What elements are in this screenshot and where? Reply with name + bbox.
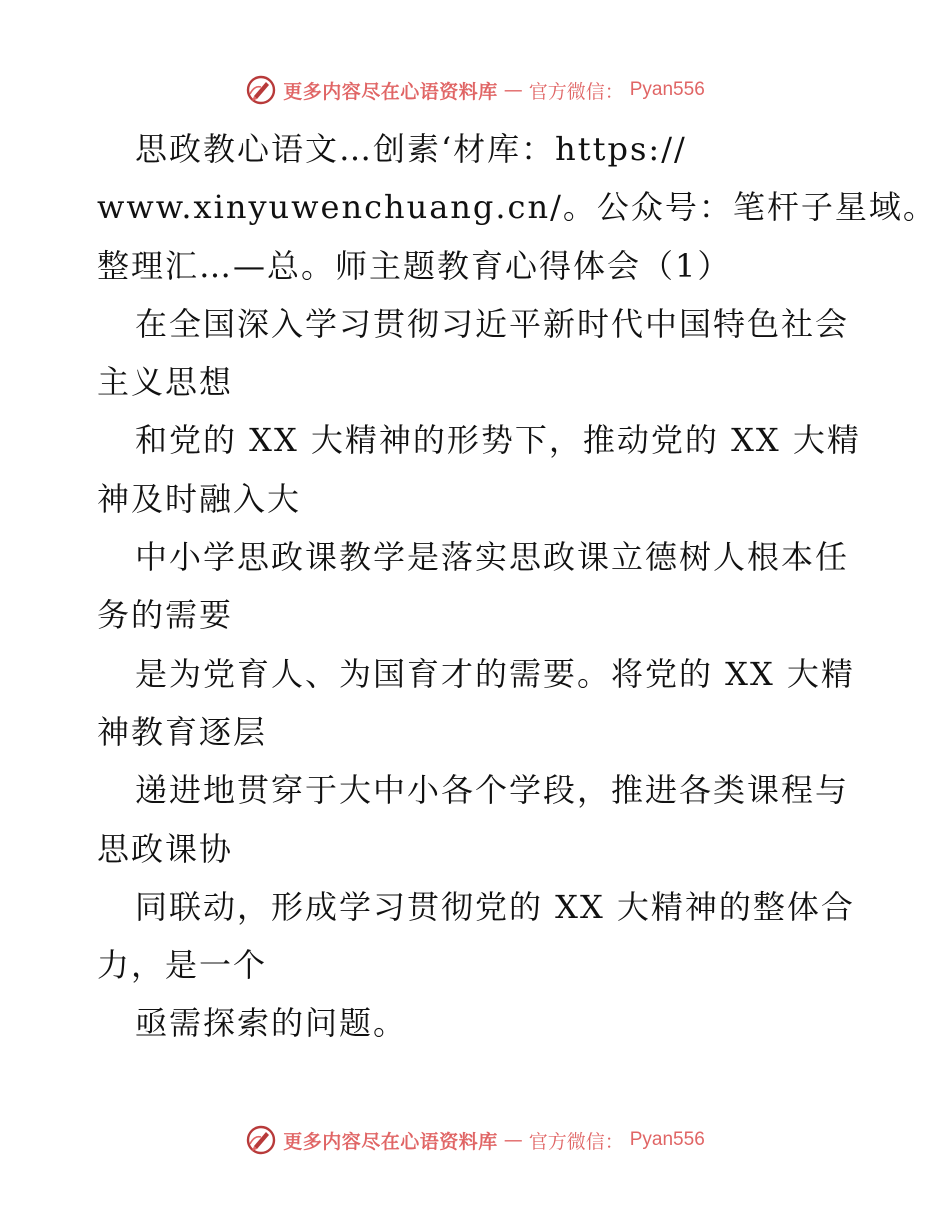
header-contact-label: 官方微信： [528, 80, 624, 103]
header-promo-text: 更多内容尽在心语资料库 [283, 80, 498, 103]
header-banner-inner [245, 74, 705, 106]
body-line: 主义思想 [97, 363, 234, 402]
body-line: 中小学思政课教学是落实思政课立德树人根本任 [135, 538, 850, 577]
body-line: 神及时融入大 [97, 479, 302, 518]
footer-banner-inner [245, 1124, 705, 1156]
body-line: 神教育逐层 [97, 712, 268, 751]
body-line: 整理汇…—总。师主题教育心得体会（1） [97, 246, 732, 285]
body-line: 亟需探索的问题。 [135, 1004, 408, 1043]
footer-promo-text: 更多内容尽在心语资料库 [283, 1130, 498, 1153]
logo-icon [245, 74, 277, 106]
body-line: 在全国深入学习贯彻习近平新时代中国特色社会 [135, 304, 850, 343]
document-body [97, 120, 937, 1053]
body-line: 和党的 XX 大精神的形势下，推动党的 XX 大精 [135, 421, 861, 460]
logo-icon [245, 1124, 277, 1156]
footer-contact-label: 官方微信： [528, 1130, 624, 1153]
body-line: 同联动，形成学习贯彻党的 XX 大精神的整体合 [135, 887, 855, 926]
body-line: 思政课协 [97, 829, 234, 868]
header-banner [0, 70, 950, 110]
footer-banner [0, 1120, 950, 1160]
footer-contact-id: Pyan556 [629, 1129, 705, 1150]
header-separator: — [503, 79, 523, 101]
body-line: 递进地贯穿于大中小各个学段，推进各类课程与 [135, 771, 850, 810]
body-line: 思政教心语文…创素‘材库：https:// [135, 130, 687, 168]
body-line: www.xinyuwenchuang.cn/。公众号：笔杆子星域。 [97, 188, 937, 227]
header-contact-id: Pyan556 [629, 79, 705, 100]
body-line: 力，是一个 [97, 946, 268, 985]
body-line: 务的需要 [97, 596, 234, 635]
footer-separator: — [503, 1129, 523, 1151]
body-line: 是为党育人、为国育才的需要。将党的 XX 大精 [135, 654, 855, 693]
